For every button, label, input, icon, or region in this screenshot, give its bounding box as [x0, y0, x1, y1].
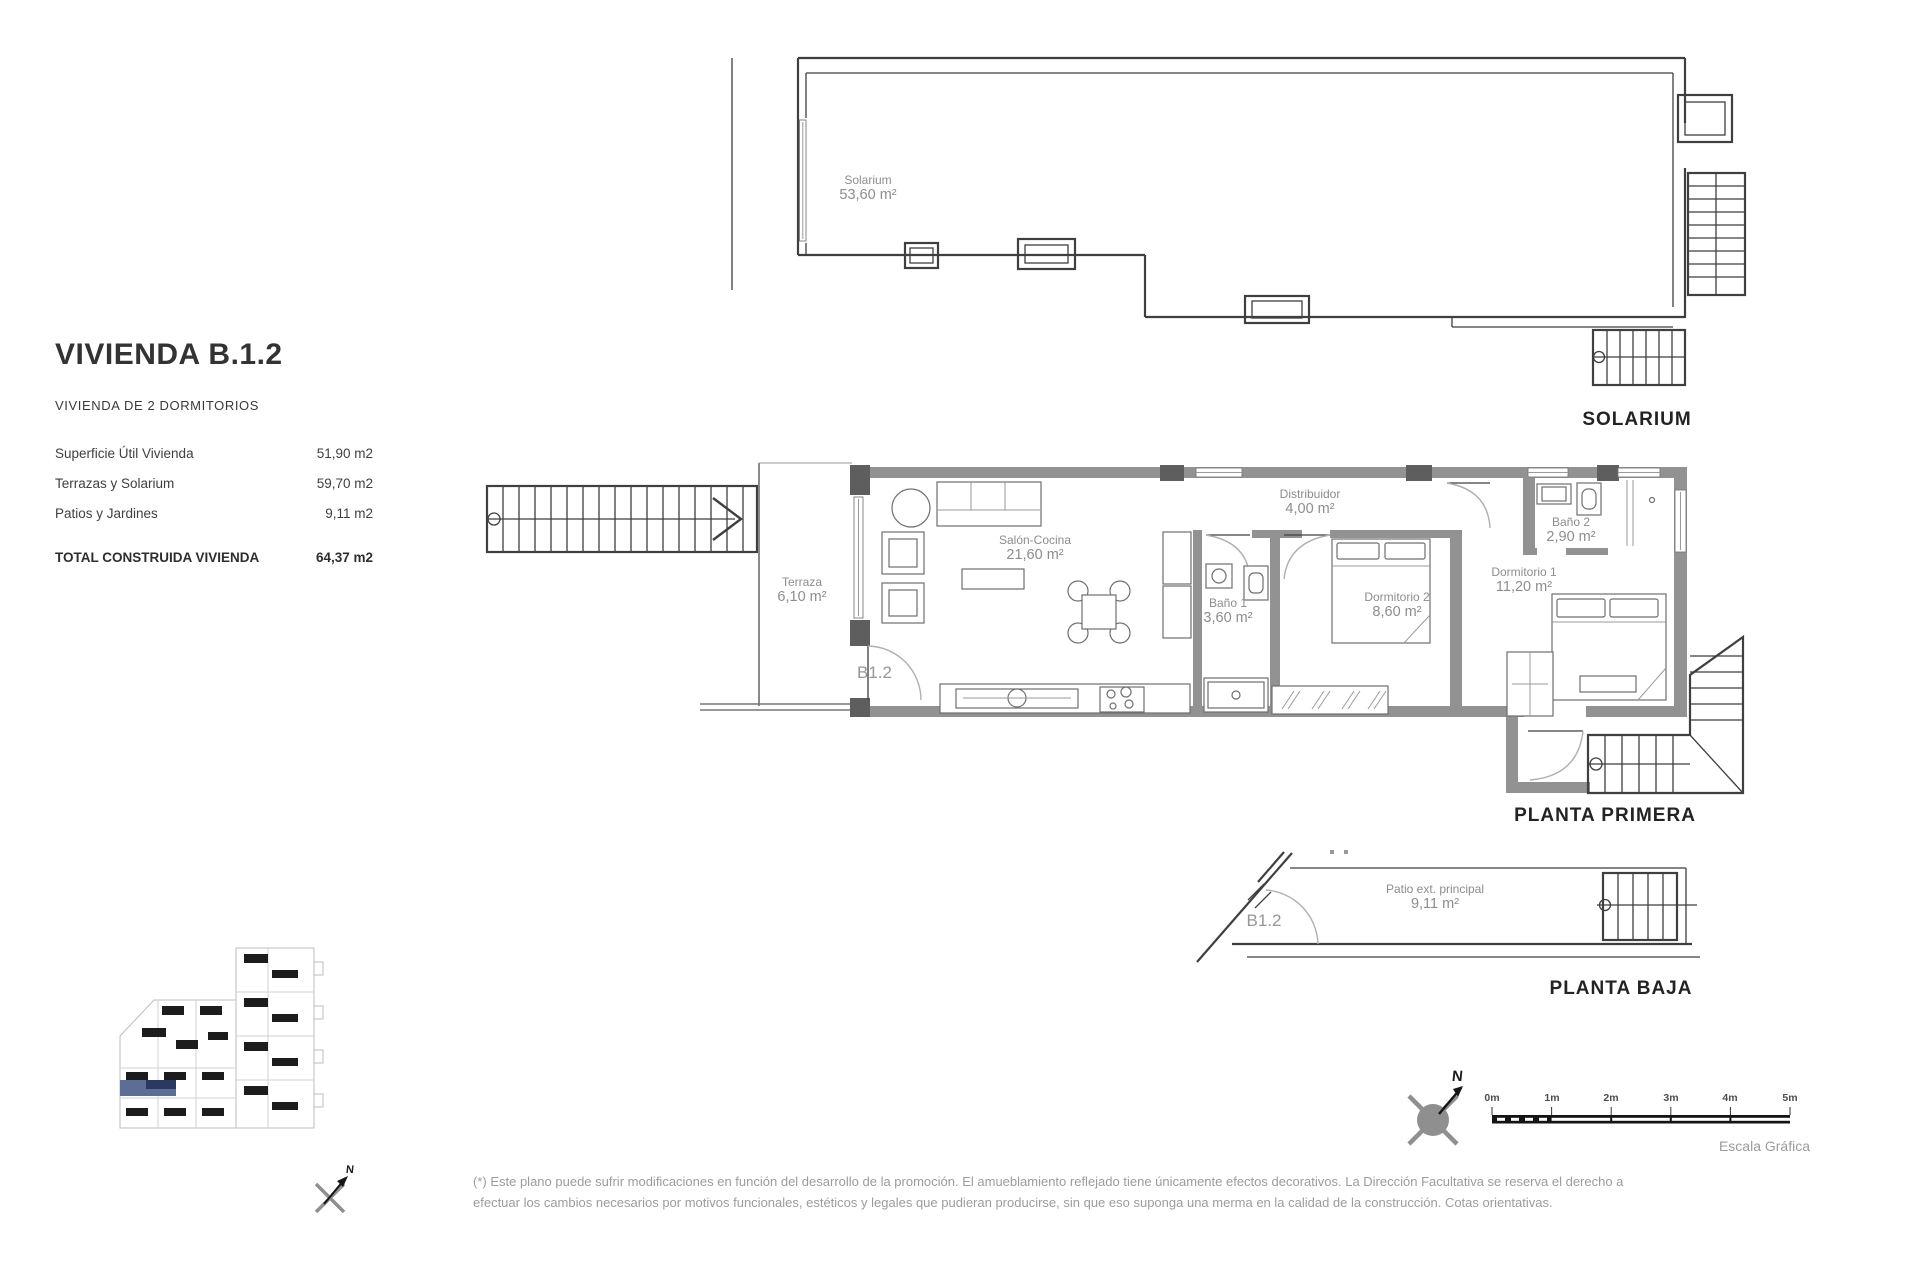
- scale-tick: 0m: [1484, 1092, 1500, 1104]
- scale-tick: 4m: [1722, 1092, 1738, 1104]
- page-subtitle: VIVIENDA DE 2 DORMITORIOS: [55, 398, 260, 413]
- row-value: 9,11 m2: [325, 506, 373, 521]
- scale-bar-graphic: [1478, 1105, 1810, 1131]
- site-key-plan-drawing: [118, 940, 358, 1240]
- bathroom1-fixtures: [1204, 564, 1268, 712]
- site-key-plan: [118, 940, 358, 1240]
- compass-north-letter: N: [1451, 1068, 1464, 1085]
- table-row: [55, 506, 373, 536]
- room-label-terraza: Terraza 6,10 m²: [777, 575, 827, 606]
- solarium-stairs-right: [1688, 173, 1745, 295]
- scale-tick: 2m: [1603, 1092, 1619, 1104]
- table-row-total: [55, 550, 373, 580]
- ground-floor-plan: [1180, 845, 1700, 1015]
- table-row: [55, 476, 373, 506]
- room-label-bano1: Baño 1 3,60 m²: [1203, 596, 1253, 627]
- first-floor-plan: [390, 375, 1760, 845]
- bedroom2-furniture: [1272, 539, 1430, 714]
- surface-table: [55, 446, 373, 580]
- scale-bar: [1478, 1092, 1810, 1167]
- row-label: Superficie Útil Vivienda: [55, 446, 194, 461]
- north-compass: [1395, 1068, 1485, 1158]
- room-label-bano2: Baño 2 2,90 m²: [1546, 515, 1596, 546]
- footnote-line: (*) Este plano puede sufrir modificaciones en función del desarrollo de la promoción. El amueblamiento reflejado tiene únicamente efectos decorativos. La Dirección Facultativa se reserva el derecho a: [473, 1174, 1624, 1189]
- highlighted-unit-core: [146, 1080, 176, 1089]
- room-label-dormitorio1: Dormitorio 1 11,20 m²: [1491, 565, 1557, 596]
- disclaimer-footnote: [473, 1172, 1818, 1213]
- row-label: Terrazas y Solarium: [55, 476, 175, 491]
- table-row: [55, 446, 373, 476]
- scale-tick: 3m: [1663, 1092, 1679, 1104]
- row-value: 51,90 m2: [316, 446, 373, 461]
- north-compass-icon: [1395, 1068, 1485, 1158]
- kitchen-counter: [940, 684, 1190, 713]
- total-label: TOTAL CONSTRUIDA VIVIENDA: [55, 550, 260, 565]
- patio-stairs: [1597, 873, 1697, 940]
- room-label-dormitorio2: Dormitorio 2 8,60 m²: [1364, 590, 1430, 621]
- site-north-compass-icon: [316, 1176, 348, 1212]
- scale-caption: Escala Gráfica: [1718, 1138, 1810, 1154]
- row-label: Patios y Jardines: [55, 506, 158, 521]
- access-stairs-left: [487, 486, 757, 552]
- room-label-salon-cocina: Salón-Cocina 21,60 m²: [998, 533, 1072, 564]
- site-north-letter: N: [345, 1164, 355, 1176]
- footnote-line: efectuar los cambios necesarios por motivos funcionales, estéticos y legales que pudieran producirse, sin que eso suponga una merma en la calidad de la construcción. Cotas orientativas.: [473, 1194, 1553, 1210]
- solarium-caption: SOLARIUM: [1582, 409, 1692, 430]
- door-swings: [868, 483, 1583, 780]
- room-label-solarium: Solarium 53,60 m²: [839, 173, 897, 204]
- bedroom1-furniture: [1507, 594, 1666, 716]
- dining-set: [1068, 581, 1130, 643]
- room-label-distribuidor: Distribuidor 4,00 m²: [1279, 487, 1341, 518]
- first-floor-caption: PLANTA PRIMERA: [1514, 805, 1696, 826]
- row-value: 59,70 m2: [316, 476, 373, 491]
- unit-code-label: B1.2: [857, 663, 892, 682]
- scale-tick: 5m: [1782, 1092, 1798, 1104]
- total-value: 64,37 m2: [315, 550, 373, 565]
- kitchen-cabinets: [1163, 532, 1191, 638]
- scale-tick: 1m: [1544, 1092, 1560, 1104]
- page-title: VIVIENDA B.1.2: [55, 338, 283, 371]
- room-label-patio: Patio ext. principal 9,11 m²: [1385, 882, 1485, 913]
- roof-vents: [905, 95, 1732, 323]
- first-floor-plan-drawing: [390, 375, 1760, 845]
- unit-code-label: B1.2: [1246, 911, 1282, 930]
- ground-floor-caption: PLANTA BAJA: [1549, 978, 1693, 999]
- info-panel: [55, 338, 373, 580]
